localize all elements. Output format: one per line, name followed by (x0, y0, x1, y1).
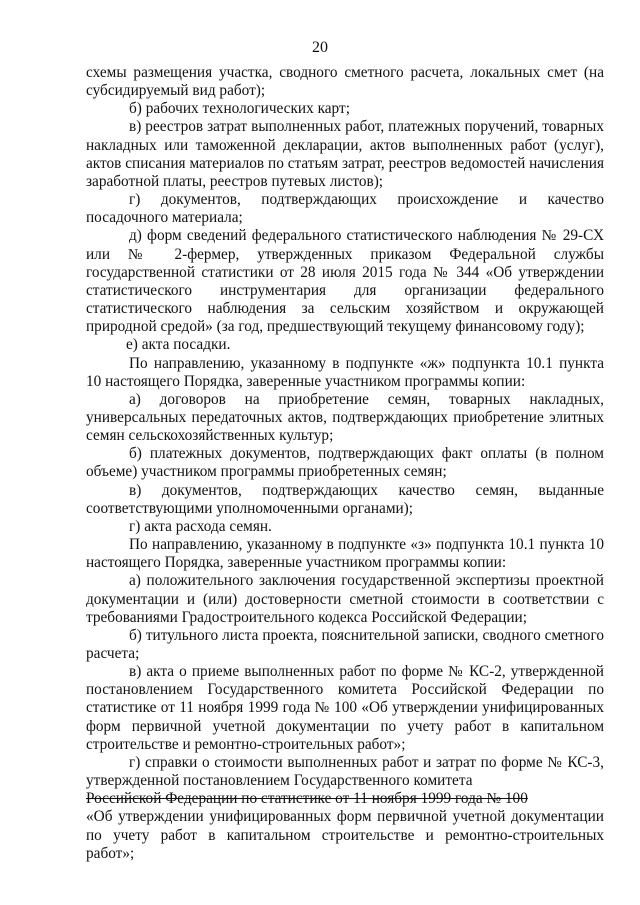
paragraph-continuation: схемы размещения участка, сводного сметного расчета, локальных смет (на субсидируемый вид работ); (86, 64, 604, 100)
page-number: 20 (312, 39, 328, 56)
paragraph-item-g-ks3-continuation: «Об утверждении унифицированных форм первичной учетной документации по учету работ в капитальном строительстве и ремонтно-строительных работ»; (86, 808, 604, 862)
paragraph-direction-z: По направлению, указанному в подпункте «з» подпункта 10.1 пункта 10 настоящего Порядка, заверенные участником программы копии: (86, 536, 604, 572)
paragraph-item-g-seed-consumption: г) акта расхода семян. (129, 517, 272, 535)
paragraph-item-v-seed-quality: в) документов, подтверждающих качество семян, выданные соответствующими уполномоченными органами); (86, 481, 604, 517)
paragraph-item-v-ks2-act: в) акта о приеме выполненных работ по форме № КС-2, утвержденной постановлением Государственного комитета Российской Федерации по статистике от 11 ноября 1999 года № 100 «Об утверждении унифицированных форм первичной учетной документации по учету работ в капитальном строительстве и ремонтно-строительных работ»; (86, 663, 604, 753)
document-body (86, 64, 604, 863)
struck-through-line: Российской Федерации по статистике от 11 ноября 1999 года № 100 (86, 790, 528, 808)
paragraph-item-g-ks3-certificate: г) справки о стоимости выполненных работ и затрат по форме № КС-3, утвержденной постановлением Государственного комитета (86, 753, 604, 790)
paragraph-item-g-planting-material: г) документов, подтверждающих происхождение и качество посадочного материала; (86, 191, 604, 227)
paragraph-item-a-seed-contracts: а) договоров на приобретение семян, товарных накладных, универсальных передаточных актов, подтверждающих приобретение элитных семян сельскохозяйственных культур; (86, 390, 604, 445)
paragraph-item-a-expertise: а) положительного заключения государственной экспертизы проектной документации и (или) достоверности сметной стоимости в соответствии с требованиями Градостроительного кодекса Российской Федерации; (86, 572, 604, 626)
paragraph-item-b-payment-docs: б) платежных документов, подтверждающих факт оплаты (в полном объеме) участником программы приобретенных семян; (86, 445, 604, 481)
paragraph-item-e-planting-act: е) акта посадки. (126, 336, 231, 354)
paragraph-item-b-title-sheet: б) титульного листа проекта, пояснительной записки, сводного сметного расчета; (86, 626, 604, 662)
paragraph-direction-zh: По направлению, указанному в подпункте «ж» подпункта 10.1 пункта 10 настоящего Порядка, заверенные участником программы копии: (86, 354, 604, 390)
paragraph-item-b-tech-cards: б) рабочих технологических карт; (129, 100, 350, 118)
paragraph-item-d-statistics-forms: д) форм сведений федерального статистического наблюдения № 29-СХ или № 2-фермер, утвержденных приказом Федеральной службы государственной статистики от 28 июля 2015 года № 344 «Об утверждении статистического инструментария для организации федерального статистического наблюдения за сельским хозяйством и окружающей природной средой» (за год, предшествующий текущему финансовому году); (86, 227, 604, 336)
paragraph-item-v-cost-registers: в) реестров затрат выполненных работ, платежных поручений, товарных накладных или таможенной декларации, актов выполненных работ (услуг), актов списания материалов по статьям затрат, реестров ведомостей начисления заработной платы, реестров путевых листов); (86, 118, 604, 190)
